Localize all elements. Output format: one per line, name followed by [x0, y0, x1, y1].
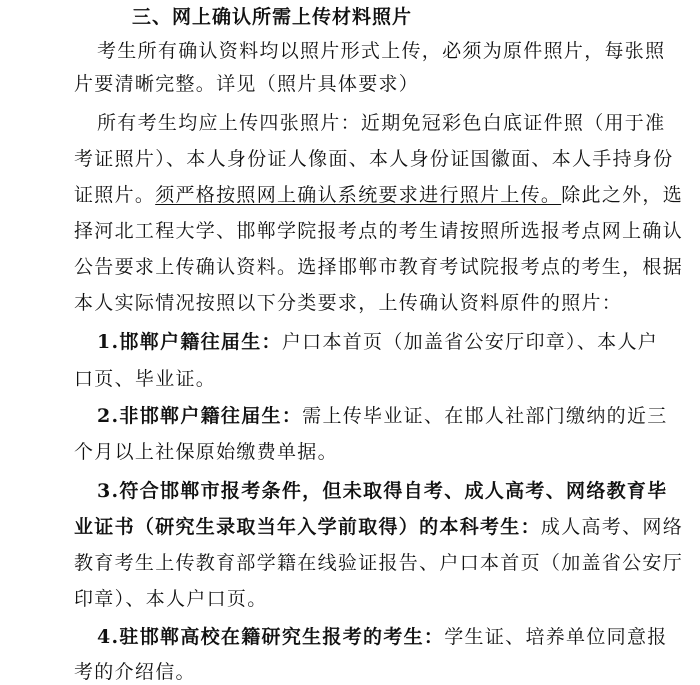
paragraph-2-text: 除此之外，选: [561, 184, 684, 206]
item-1-text: 户口本首页（加盖省公安厅印章）、本人户: [281, 331, 659, 353]
item-3-title: 业证书（研究生录取当年入学前取得）的本科考生：: [74, 516, 541, 538]
item-1-line-1: [97, 329, 657, 355]
underlined-requirement: 须严格按照网上确认系统要求进行照片上传。: [155, 184, 562, 206]
paragraph-2-line-4: 择河北工程大学、邯郸学院报考点的考生请按照所选报考点网上确认: [74, 220, 684, 242]
item-3-text: 成人高考、网络: [540, 516, 684, 538]
item-2-line-1: [97, 403, 668, 429]
paragraph-2-line-6: 本人实际情况按照以下分类要求，上传确认资料原件的照片：: [74, 292, 623, 314]
paragraph-2-text: 证照片。: [74, 184, 156, 206]
item-4-title: 4.驻邯郸高校在籍研究生报考的考生：: [97, 626, 445, 648]
item-4-line-1: [97, 624, 668, 650]
paragraph-2-line-3: [74, 182, 684, 208]
item-4-text: 学生证、培养单位同意报: [444, 626, 668, 648]
item-3-line-1: 3.符合邯郸市报考条件，但未取得自考、成人高考、网络教育毕: [97, 480, 668, 502]
paragraph-1-line-1: 考生所有确认资料均以照片形式上传，必须为原件照片，每张照: [97, 40, 666, 62]
item-3-line-3: 教育考生上传教育部学籍在线验证报告、户口本首页（加盖省公安厅: [74, 552, 684, 574]
item-2-title: 2.非邯郸户籍往届生：: [97, 405, 303, 427]
item-3-line-2: [74, 514, 684, 540]
paragraph-2-line-1: 所有考生均应上传四张照片：近期免冠彩色白底证件照（用于准: [97, 112, 666, 134]
item-2-text: 需上传毕业证、在邯人社部门缴纳的近三: [302, 405, 668, 427]
item-2-line-2: 个月以上社保原始缴费单据。: [74, 441, 338, 463]
paragraph-2-line-5: 公告要求上传确认资料。选择邯郸市教育考试院报考点的考生，根据: [74, 256, 684, 278]
item-1-line-2: 口页、毕业证。: [74, 368, 217, 390]
section-heading: 三、网上确认所需上传材料照片: [132, 6, 413, 28]
item-1-title: 1.邯郸户籍往届生：: [97, 331, 282, 353]
paragraph-1-line-2: 片要清晰完整。详见（照片具体要求）: [74, 73, 420, 95]
item-4-line-2: 考的介绍信。: [74, 661, 196, 683]
item-3-line-4: 印章）、本人户口页。: [74, 588, 268, 610]
paragraph-2-line-2: 考证照片）、本人身份证人像面、本人身份证国徽面、本人手持身份: [74, 148, 674, 170]
